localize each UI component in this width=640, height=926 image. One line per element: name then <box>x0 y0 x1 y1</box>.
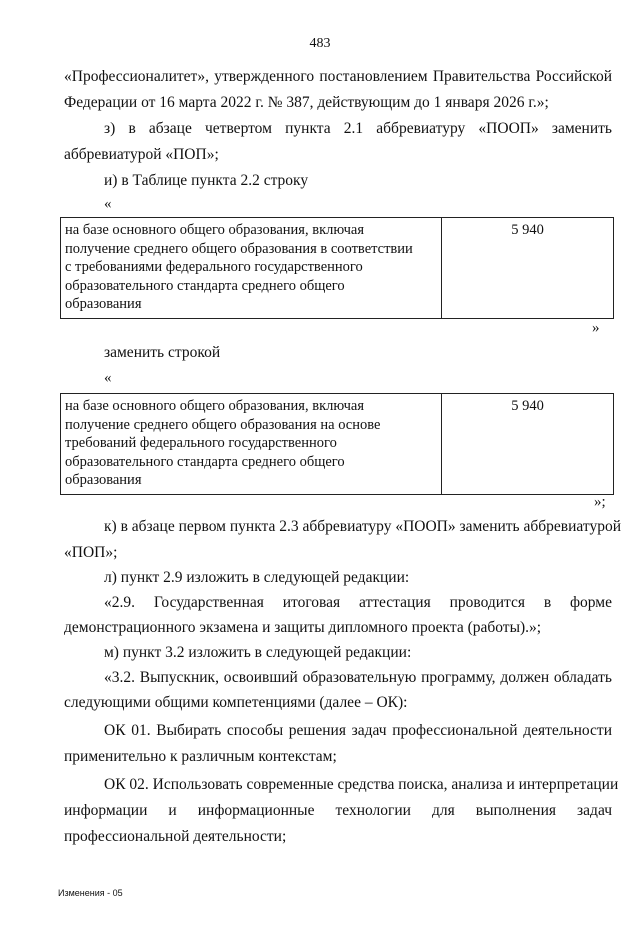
text-line-15: ОК 01. Выбирать способы решения задач профессиональной деятельности <box>104 722 612 739</box>
table-new-line: получение среднего общего образования на основе <box>65 416 381 433</box>
table-old-row <box>60 217 614 319</box>
table-new-line: образовательного стандарта среднего общего <box>65 453 345 470</box>
quote-open-1: « <box>104 196 112 212</box>
footer-label: Изменения - 05 <box>58 888 123 898</box>
text-line-11: демонстрационного экзамена и защиты дипломного проекта (работы).»; <box>64 619 542 636</box>
table-new-row <box>60 393 614 495</box>
table-new-description <box>61 394 441 494</box>
table-old-line: образовательного стандарта среднего общего <box>65 277 345 294</box>
table-old-line: образования <box>65 296 142 312</box>
table-new-line: на базе основного общего образования, включая <box>65 398 365 414</box>
text-line-17: ОК 02. Использовать современные средства поиска, анализа и интерпретации <box>104 776 619 793</box>
text-line-2: Федерации от 16 марта 2022 г. № 387, действующим до 1 января 2026 г.»; <box>64 94 549 111</box>
text-line-13: «3.2. Выпускник, освоивший образовательную программу, должен обладать <box>104 669 612 686</box>
text-line-18: информации и информационные технологии для выполнения задач <box>64 802 612 819</box>
text-line-9: л) пункт 2.9 изложить в следующей редакции: <box>104 569 410 586</box>
text-line-6: заменить строкой <box>104 344 221 361</box>
table-new-value: 5 940 <box>511 398 544 414</box>
table-old-value: 5 940 <box>511 222 544 238</box>
text-line-4: аббревиатурой «ПОП»; <box>64 146 219 163</box>
table-new-line: требований федерального государственного <box>65 435 337 451</box>
quote-close-2: »; <box>594 494 606 510</box>
quote-open-2: « <box>104 370 112 386</box>
text-line-8: «ПОП»; <box>64 544 118 561</box>
table-old-line: получение среднего общего образования в соответствии <box>65 240 413 257</box>
text-line-12: м) пункт 3.2 изложить в следующей редакции: <box>104 644 412 661</box>
text-line-16: применительно к различным контекстам; <box>64 748 337 765</box>
table-new-line: образования <box>65 472 142 488</box>
table-old-description <box>61 218 441 318</box>
table-old-line: на базе основного общего образования, включая <box>65 222 365 238</box>
text-line-10: «2.9. Государственная итоговая аттестация проводится в форме <box>104 594 612 611</box>
text-line-19: профессиональной деятельности; <box>64 828 287 845</box>
text-line-14: следующими общими компетенциями (далее – ОК): <box>64 694 408 711</box>
text-line-1: «Профессионалитет», утвержденного постановлением Правительства Российской <box>64 68 612 85</box>
table-old-line: с требованиями федерального государственного <box>65 259 363 275</box>
quote-close-1: » <box>592 320 600 336</box>
text-line-7: к) в абзаце первом пункта 2.3 аббревиатуру «ПООП» заменить аббревиатурой <box>104 518 621 535</box>
page-number: 483 <box>309 36 331 51</box>
text-line-5: и) в Таблице пункта 2.2 строку <box>104 172 309 189</box>
text-line-3: з) в абзаце четвертом пункта 2.1 аббревиатуру «ПООП» заменить <box>104 120 612 137</box>
